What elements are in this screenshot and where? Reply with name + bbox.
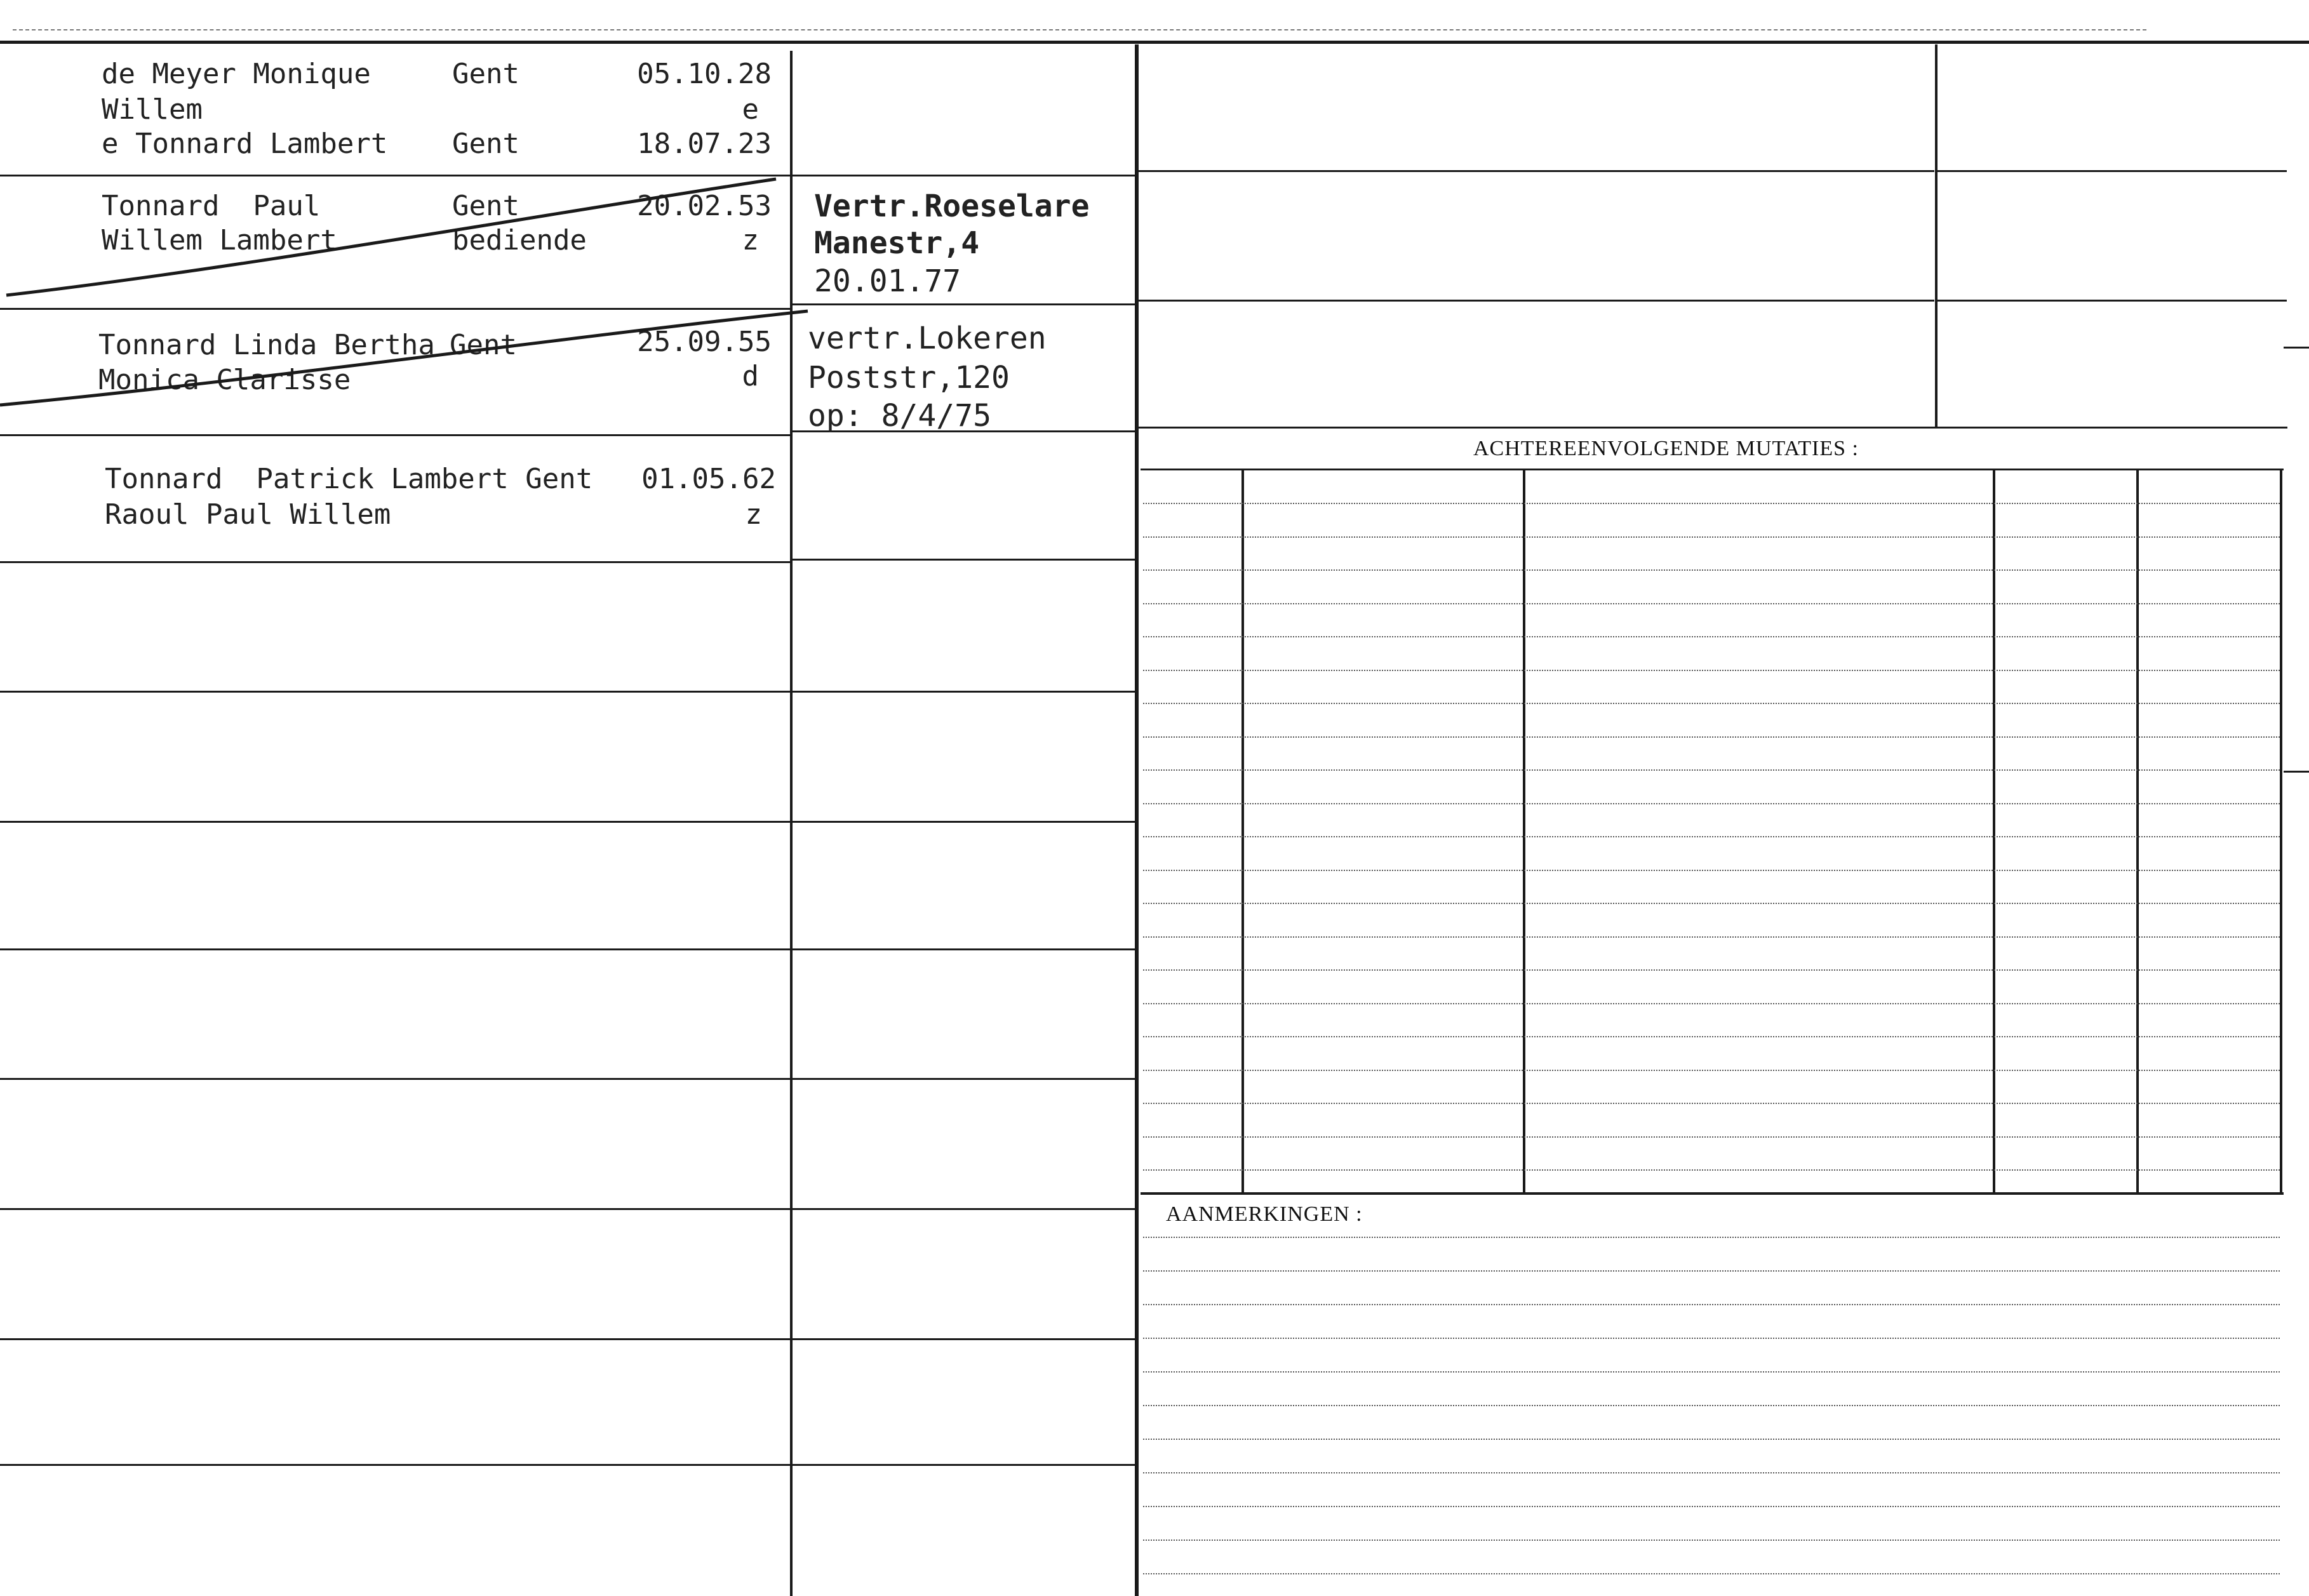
mutation-rule — [1143, 603, 2280, 604]
mutation-rule — [1143, 836, 2280, 837]
strike-line — [6, 179, 776, 295]
remark-rule — [1143, 1304, 2280, 1305]
address-line: op: 8/4/75 — [808, 398, 991, 434]
remark-rule — [1143, 1371, 2280, 1373]
remark-rule — [1143, 1539, 2280, 1541]
occupation: bediende — [452, 224, 587, 256]
remark-rule — [1143, 1472, 2280, 1473]
remark-rule — [1143, 1338, 2280, 1339]
person-name-line: Monica Clarisse — [98, 364, 351, 396]
edge-tick — [2284, 347, 2309, 349]
person-name-line: Tonnard Paul — [102, 190, 321, 222]
mutation-rule — [1143, 1136, 2280, 1138]
address-line: Manestr,4 — [814, 225, 980, 261]
mutation-rule — [1143, 1036, 2280, 1037]
mutation-rule — [1143, 636, 2280, 637]
mutation-rule — [1143, 703, 2280, 704]
birth-date: 25.09.55 — [637, 326, 772, 358]
mutation-rule — [1143, 536, 2280, 538]
mutations-col-divider — [1242, 470, 1244, 1194]
mutation-rule — [1143, 936, 2280, 938]
birth-place: Gent — [450, 329, 517, 361]
mutations-col-divider — [1523, 470, 1525, 1194]
place: Gent — [452, 128, 519, 160]
remarks-title: AANMERKINGEN : — [1166, 1202, 1363, 1226]
mutation-rule — [1143, 803, 2280, 804]
relation-code: d — [742, 360, 759, 392]
address-line: 20.01.77 — [814, 263, 961, 299]
mutations-top-border — [1141, 469, 2284, 470]
mutation-rule — [1143, 670, 2280, 671]
address-line: Poststr,120 — [808, 360, 1010, 396]
mutations-title: ACHTEREENVOLGENDE MUTATIES : — [1473, 437, 1859, 460]
remark-rule — [1143, 1573, 2280, 1574]
birth-date: 20.02.53 — [637, 190, 772, 222]
mutations-bottom-border — [1141, 1192, 2284, 1195]
person-name-line: Tonnard Patrick Lambert Gent — [105, 463, 593, 495]
birth-place: Gent — [452, 190, 519, 222]
date: 18.07.23 — [637, 128, 772, 160]
mutations-col-divider — [1993, 470, 1995, 1194]
remark-rule — [1143, 1506, 2280, 1507]
strike-line — [0, 311, 808, 405]
mutation-rule — [1143, 769, 2280, 771]
birth-place: Gent — [452, 58, 519, 90]
remark-rule — [1143, 1270, 2280, 1272]
person-name-line: Willem — [102, 93, 203, 126]
address-line: vertr.Lokeren — [808, 321, 1047, 356]
person-name-line: de Meyer Monique — [102, 58, 371, 90]
mutations-col-divider — [2280, 470, 2282, 1194]
relation-code: z — [742, 224, 759, 256]
mutation-rule — [1143, 1003, 2280, 1004]
mutations-col-divider — [2136, 470, 2139, 1194]
mutation-rule — [1143, 1103, 2280, 1104]
relation-code: z — [745, 498, 762, 531]
birth-date: 01.05.62 — [641, 463, 776, 495]
mutation-rule — [1143, 1169, 2280, 1171]
edge-tick — [2284, 771, 2309, 773]
mutation-rule — [1143, 503, 2280, 504]
person-name-line: e Tonnard Lambert — [102, 128, 388, 160]
relation-code: e — [742, 93, 759, 126]
birth-date: 05.10.28 — [637, 58, 772, 90]
mutation-rule — [1143, 736, 2280, 738]
person-name-line: Tonnard Linda Bertha — [98, 329, 435, 361]
remark-rule — [1143, 1405, 2280, 1406]
person-name-line: Willem Lambert — [102, 224, 337, 256]
person-name-line: Raoul Paul Willem — [105, 498, 391, 531]
mutation-rule — [1143, 1070, 2280, 1071]
mutation-rule — [1143, 870, 2280, 871]
remark-rule — [1143, 1439, 2280, 1440]
mutation-rule — [1143, 969, 2280, 971]
mutation-rule — [1143, 903, 2280, 904]
remark-rule — [1143, 1237, 2280, 1238]
mutation-rule — [1143, 569, 2280, 571]
address-line: Vertr.Roeselare — [814, 189, 1090, 224]
